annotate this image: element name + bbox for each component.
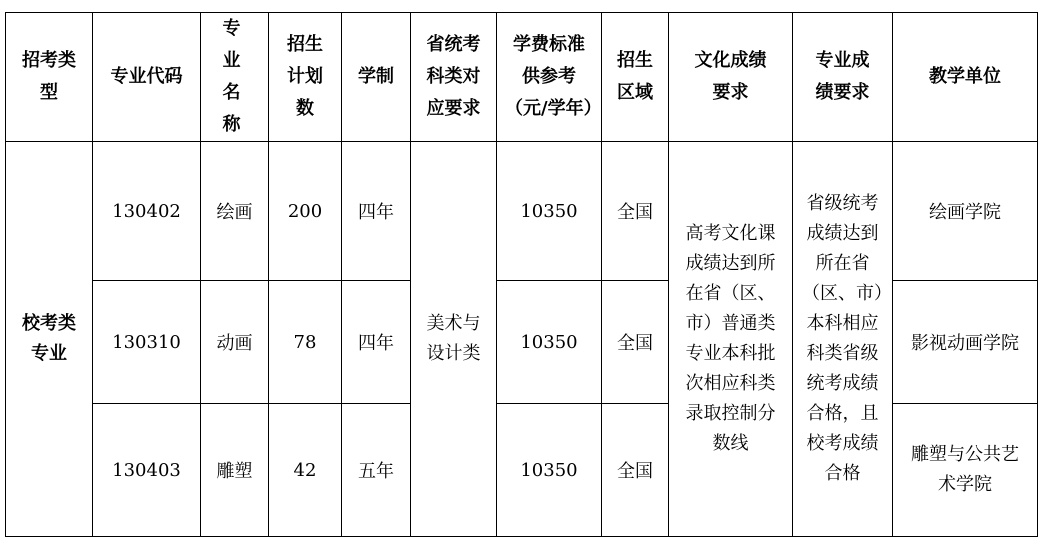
cell-tuition: 10350 <box>497 281 602 404</box>
cell-code: 130403 <box>93 404 201 537</box>
cell-region: 全国 <box>602 404 669 537</box>
cell-region: 全国 <box>602 142 669 281</box>
header-plan: 招生计划数 <box>269 13 342 142</box>
header-tuition: 学费标准供参考（元/学年） <box>497 13 602 142</box>
cell-unit: 影视动画学院 <box>893 281 1038 404</box>
header-subject: 省统考科类对应要求 <box>411 13 497 142</box>
table-header-row <box>6 13 1038 142</box>
header-name: 专业名称 <box>201 13 269 142</box>
cell-code: 130402 <box>93 142 201 281</box>
admission-table <box>5 12 1038 537</box>
header-duration: 学制 <box>342 13 411 142</box>
cell-culture: 高考文化课成绩达到所在省（区、市）普通类专业本科批次相应科类录取控制分数线 <box>669 142 793 537</box>
cell-plan: 78 <box>269 281 342 404</box>
cell-type: 校考类专业 <box>6 142 93 537</box>
cell-duration: 四年 <box>342 142 411 281</box>
cell-region: 全国 <box>602 281 669 404</box>
cell-duration: 五年 <box>342 404 411 537</box>
cell-code: 130310 <box>93 281 201 404</box>
header-type: 招考类型 <box>6 13 93 142</box>
header-unit: 教学单位 <box>893 13 1038 142</box>
header-region: 招生区域 <box>602 13 669 142</box>
cell-duration: 四年 <box>342 281 411 404</box>
cell-name: 绘画 <box>201 142 269 281</box>
cell-subject: 美术与设计类 <box>411 142 497 537</box>
cell-unit: 绘画学院 <box>893 142 1038 281</box>
cell-tuition: 10350 <box>497 404 602 537</box>
cell-plan: 42 <box>269 404 342 537</box>
header-culture: 文化成绩要求 <box>669 13 793 142</box>
cell-plan: 200 <box>269 142 342 281</box>
header-pro: 专业成绩要求 <box>793 13 893 142</box>
header-code: 专业代码 <box>93 13 201 142</box>
cell-pro: 省级统考成绩达到所在省（区、市）本科相应科类省级统考成绩合格，且校考成绩合格 <box>793 142 893 537</box>
cell-name: 动画 <box>201 281 269 404</box>
cell-unit: 雕塑与公共艺术学院 <box>893 404 1038 537</box>
table-row <box>6 142 1038 281</box>
cell-tuition: 10350 <box>497 142 602 281</box>
cell-name: 雕塑 <box>201 404 269 537</box>
